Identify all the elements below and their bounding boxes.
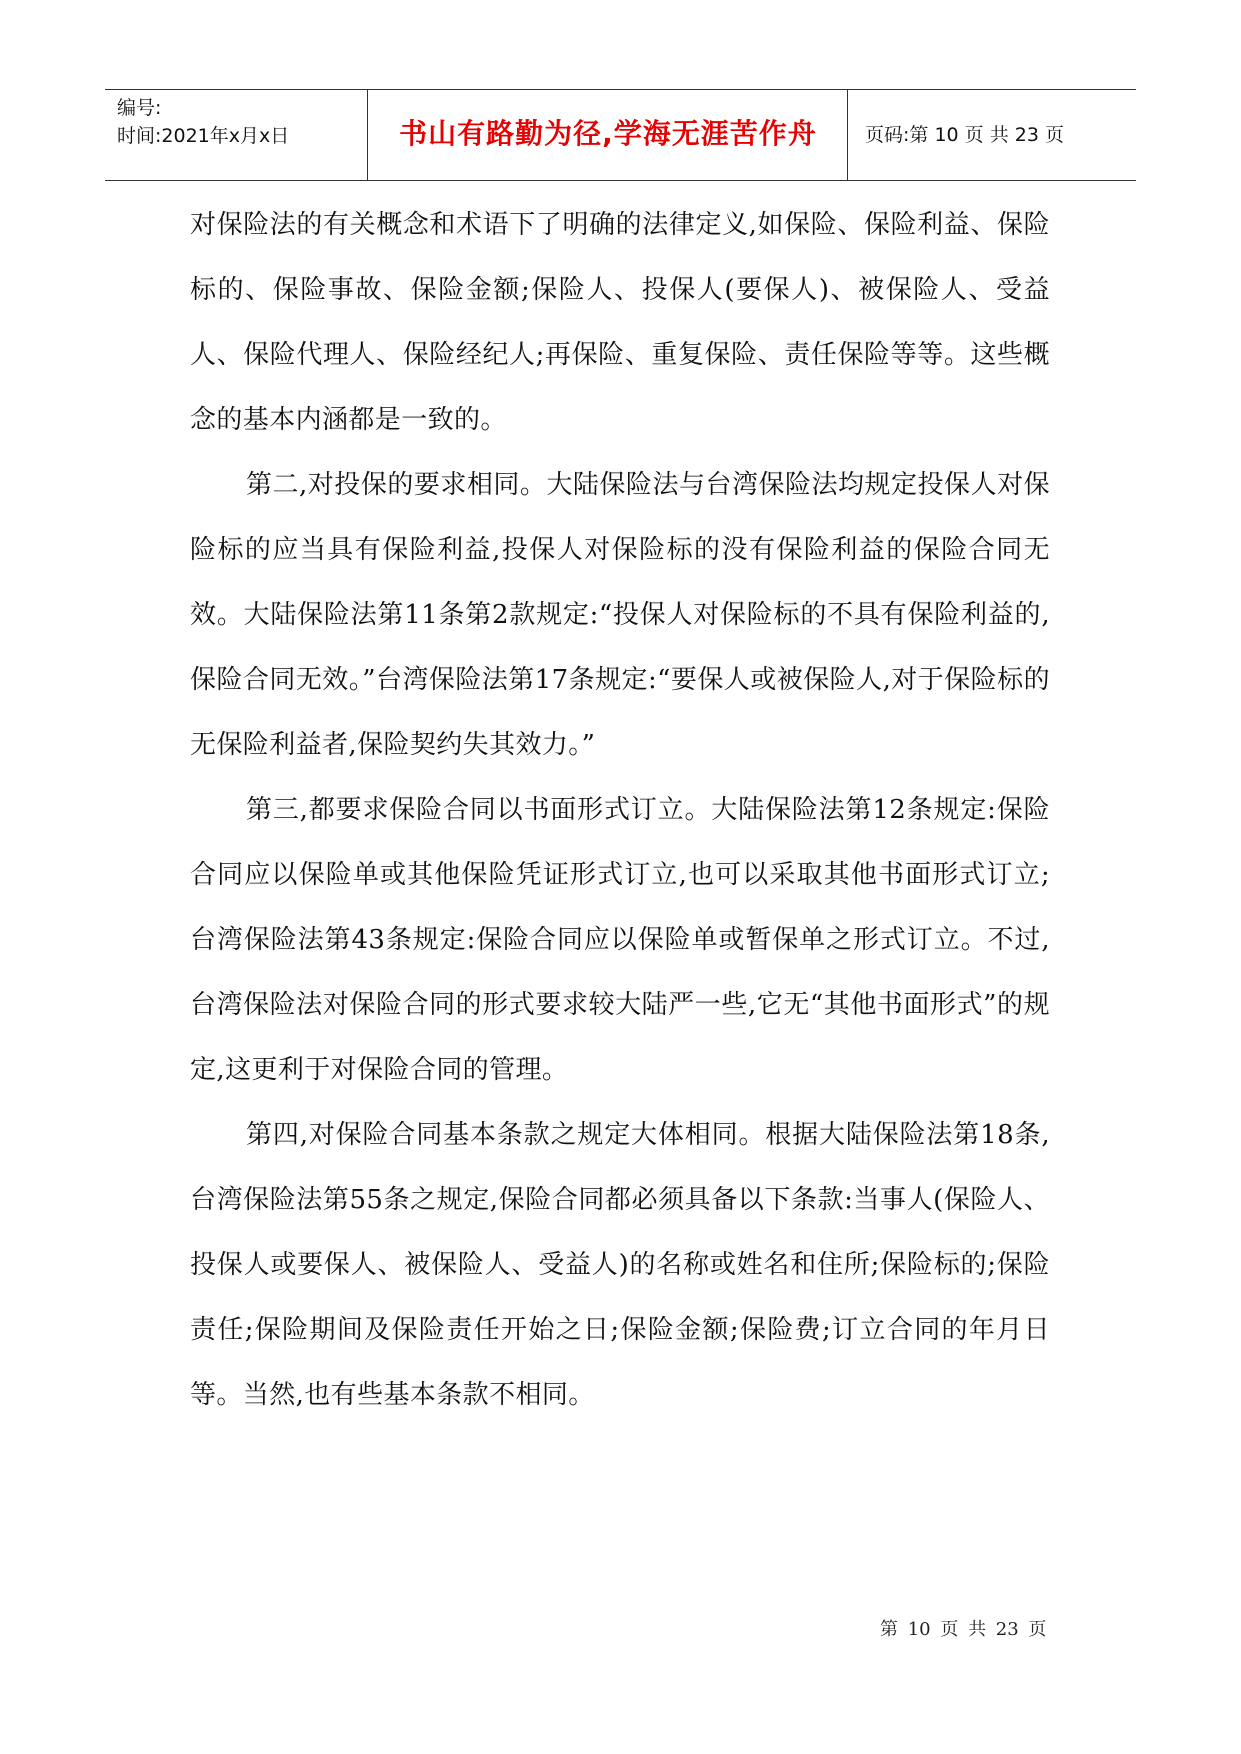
paragraph-continuation: 对保险法的有关概念和术语下了明确的法律定义,如保险、保险利益、保险标的、保险事故、保险金额;保险人、投保人(要保人)、被保险人、受益人、保险代理人、保险经纪人;再保险、重复保险、责任保险等等。这些概念的基本内涵都是一致的。 xyxy=(190,210,1050,435)
paragraph-third-point: 第三,都要求保险合同以书面形式订立。大陆保险法第12条规定:保险合同应以保险单或其他保险凭证形式订立,也可以采取其他书面形式订立;台湾保险法第43条规定:保险合同应以保险单或暂保单之形式订立。不过,台湾保险法对保险合同的形式要求较大陆严一些,它无“其他书面形式”的规定,这更利于对保险合同的管理。 xyxy=(190,795,1050,1085)
document-body xyxy=(190,193,1050,1428)
paragraph-fourth-point: 第四,对保险合同基本条款之规定大体相同。根据大陆保险法第18条,台湾保险法第55条之规定,保险合同都必须具备以下条款:当事人(保险人、投保人或要保人、被保险人、受益人)的名称或姓名和住所;保险标的;保险责任;保险期间及保险责任开始之日;保险金额;保险费;订立合同的年月日等。当然,也有些基本条款不相同。 xyxy=(190,1120,1050,1410)
document-time-label: 时间:2021年x月x日 xyxy=(117,125,290,147)
header-divider-right xyxy=(847,90,848,180)
header-page-info: 页码:第 10 页 共 23 页 xyxy=(865,124,1064,146)
paragraph-second-point: 第二,对投保的要求相同。大陆保险法与台湾保险法均规定投保人对保险标的应当具有保险利益,投保人对保险标的没有保险利益的保险合同无效。大陆保险法第11条第2款规定:“投保人对保险标的不具有保险利益的,保险合同无效。”台湾保险法第17条规定:“要保人或被保险人,对于保险标的无保险利益者,保险契约失其效力。” xyxy=(190,470,1050,760)
page-footer: 第 10 页 共 23 页 xyxy=(880,1619,1047,1640)
page-header xyxy=(105,89,1136,181)
header-meta xyxy=(117,94,367,150)
document-number-label: 编号: xyxy=(117,97,162,119)
header-divider-left xyxy=(367,90,368,180)
header-motto: 书山有路勤为径,学海无涯苦作舟 xyxy=(399,117,817,150)
